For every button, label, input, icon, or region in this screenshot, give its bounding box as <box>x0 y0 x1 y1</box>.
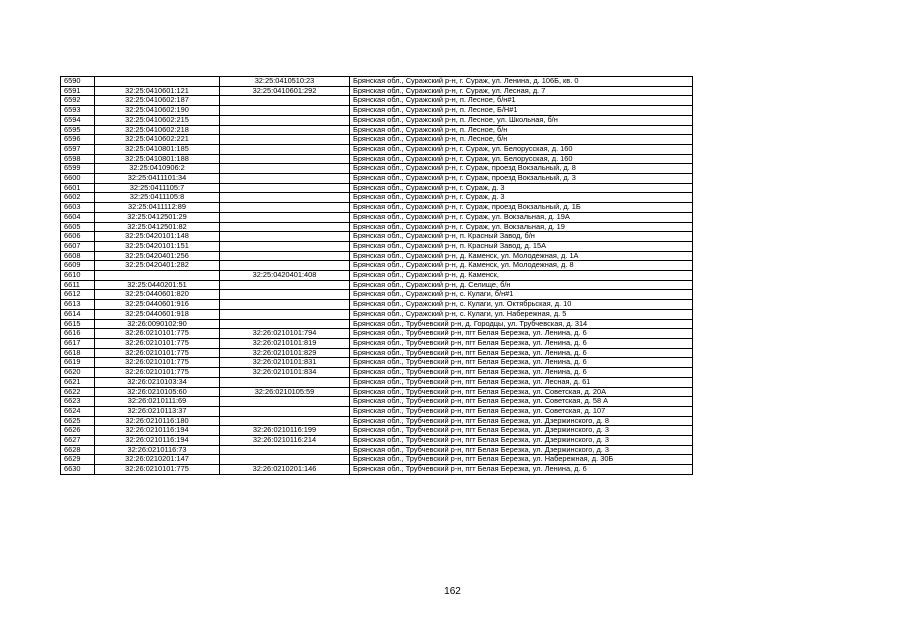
building-cadastral-cell: 32:26:0210116:73 <box>95 445 220 455</box>
row-number-cell: 6609 <box>61 261 95 271</box>
table-row <box>61 77 693 87</box>
table-row <box>61 319 693 329</box>
building-cadastral-cell: 32:25:0410801:185 <box>95 144 220 154</box>
building-cadastral-cell: 32:26:0210103:34 <box>95 377 220 387</box>
table-row <box>61 164 693 174</box>
land-cadastral-cell <box>220 445 350 455</box>
table-row <box>61 193 693 203</box>
land-cadastral-cell <box>220 319 350 329</box>
land-cadastral-cell: 32:26:0210101:819 <box>220 338 350 348</box>
row-number-cell: 6608 <box>61 251 95 261</box>
land-cadastral-cell: 32:26:0210105:59 <box>220 387 350 397</box>
land-cadastral-cell <box>220 261 350 271</box>
land-cadastral-cell <box>220 106 350 116</box>
address-cell: Брянская обл., Суражский р-н, г. Сураж, ул. Вокзальная, д. 19А <box>350 212 693 222</box>
address-cell: Брянская обл., Суражский р-н, п. Красный Завод, б/н <box>350 232 693 242</box>
row-number-cell: 6613 <box>61 300 95 310</box>
row-number-cell: 6617 <box>61 338 95 348</box>
land-cadastral-cell <box>220 377 350 387</box>
row-number-cell: 6593 <box>61 106 95 116</box>
address-cell: Брянская обл., Трубчевский р-н, пгт Белая Березка, ул. Дзержинского, д. 3 <box>350 426 693 436</box>
building-cadastral-cell: 32:26:0210116:194 <box>95 426 220 436</box>
table-row <box>61 212 693 222</box>
building-cadastral-cell: 32:25:0440601:918 <box>95 309 220 319</box>
table-row <box>61 300 693 310</box>
row-number-cell: 6623 <box>61 397 95 407</box>
building-cadastral-cell: 32:25:0410602:187 <box>95 96 220 106</box>
table-row <box>61 86 693 96</box>
page-number: 162 <box>444 586 461 597</box>
row-number-cell: 6597 <box>61 144 95 154</box>
land-cadastral-cell <box>220 203 350 213</box>
address-cell: Брянская обл., Суражский р-н, г. Сураж, ул. Лесная, д. 7 <box>350 86 693 96</box>
table-row <box>61 251 693 261</box>
table-row <box>61 125 693 135</box>
building-cadastral-cell: 32:25:0440601:916 <box>95 300 220 310</box>
land-cadastral-cell <box>220 212 350 222</box>
table-row <box>61 290 693 300</box>
row-number-cell: 6622 <box>61 387 95 397</box>
row-number-cell: 6619 <box>61 358 95 368</box>
address-cell: Брянская обл., Суражский р-н, д. Каменск, ул. Молодежная, д. 1А <box>350 251 693 261</box>
row-number-cell: 6592 <box>61 96 95 106</box>
row-number-cell: 6590 <box>61 77 95 87</box>
address-cell: Брянская обл., Суражский р-н, с. Кулаги, ул. Набережная, д. 5 <box>350 309 693 319</box>
building-cadastral-cell: 32:26:0210101:775 <box>95 338 220 348</box>
land-cadastral-cell: 32:25:0410601:292 <box>220 86 350 96</box>
land-cadastral-cell: 32:25:0410510:23 <box>220 77 350 87</box>
building-cadastral-cell: 32:26:0210113:37 <box>95 406 220 416</box>
address-cell: Брянская обл., Суражский р-н, п. Лесное, ул. Школьная, б/н <box>350 115 693 125</box>
building-cadastral-cell: 32:26:0210101:775 <box>95 465 220 475</box>
table-row <box>61 106 693 116</box>
building-cadastral-cell: 32:25:0440601:820 <box>95 290 220 300</box>
row-number-cell: 6629 <box>61 455 95 465</box>
row-number-cell: 6627 <box>61 436 95 446</box>
table-row <box>61 455 693 465</box>
row-number-cell: 6604 <box>61 212 95 222</box>
address-cell: Брянская обл., Суражский р-н, п. Красный Завод, д. 15А <box>350 241 693 251</box>
land-cadastral-cell <box>220 222 350 232</box>
row-number-cell: 6591 <box>61 86 95 96</box>
address-cell: Брянская обл., Трубчевский р-н, пгт Белая Березка, ул. Ленина, д. 6 <box>350 368 693 378</box>
land-cadastral-cell <box>220 406 350 416</box>
address-cell: Брянская обл., Трубчевский р-н, пгт Белая Березка, ул. Советская, д. 20А <box>350 387 693 397</box>
land-cadastral-cell <box>220 96 350 106</box>
land-cadastral-cell: 32:26:0210101:829 <box>220 348 350 358</box>
building-cadastral-cell: 32:25:0411105:7 <box>95 183 220 193</box>
table-row <box>61 261 693 271</box>
building-cadastral-cell: 32:25:0410601:121 <box>95 86 220 96</box>
row-number-cell: 6606 <box>61 232 95 242</box>
building-cadastral-cell: 32:25:0410602:190 <box>95 106 220 116</box>
address-cell: Брянская обл., Трубчевский р-н, пгт Белая Березка, ул. Лесная, д. 61 <box>350 377 693 387</box>
address-cell: Брянская обл., Суражский р-н, г. Сураж, проезд Вокзальный, д. 3 <box>350 174 693 184</box>
address-cell: Брянская обл., Суражский р-н, д. Каменск, ул. Молодежная, д. 8 <box>350 261 693 271</box>
table-row <box>61 309 693 319</box>
building-cadastral-cell: 32:26:0210116:180 <box>95 416 220 426</box>
address-cell: Брянская обл., Трубчевский р-н, пгт Белая Березка, ул. Советская, д. 107 <box>350 406 693 416</box>
address-cell: Брянская обл., Суражский р-н, г. Сураж, д. 3 <box>350 183 693 193</box>
row-number-cell: 6601 <box>61 183 95 193</box>
building-cadastral-cell: 32:25:0440201:51 <box>95 280 220 290</box>
row-number-cell: 6630 <box>61 465 95 475</box>
building-cadastral-cell: 32:25:0410602:218 <box>95 125 220 135</box>
land-cadastral-cell <box>220 144 350 154</box>
building-cadastral-cell: 32:26:0210105:60 <box>95 387 220 397</box>
row-number-cell: 6600 <box>61 174 95 184</box>
row-number-cell: 6602 <box>61 193 95 203</box>
table-row <box>61 271 693 281</box>
land-cadastral-cell <box>220 174 350 184</box>
table-row <box>61 445 693 455</box>
row-number-cell: 6624 <box>61 406 95 416</box>
land-cadastral-cell: 32:26:0210101:794 <box>220 329 350 339</box>
row-number-cell: 6611 <box>61 280 95 290</box>
building-cadastral-cell: 32:25:0420401:282 <box>95 261 220 271</box>
address-cell: Брянская обл., Суражский р-н, с. Кулаги, ул. Октябрьская, д. 10 <box>350 300 693 310</box>
table-row <box>61 115 693 125</box>
land-cadastral-cell: 32:26:0210101:834 <box>220 368 350 378</box>
building-cadastral-cell: 32:26:0210101:775 <box>95 348 220 358</box>
land-cadastral-cell: 32:26:0210116:214 <box>220 436 350 446</box>
address-cell: Брянская обл., Суражский р-н, п. Лесное, б/н <box>350 135 693 145</box>
building-cadastral-cell: 32:25:0410906:2 <box>95 164 220 174</box>
row-number-cell: 6605 <box>61 222 95 232</box>
address-cell: Брянская обл., Трубчевский р-н, пгт Белая Березка, ул. Дзержинского, д. 3 <box>350 436 693 446</box>
land-cadastral-cell <box>220 135 350 145</box>
land-cadastral-cell <box>220 232 350 242</box>
building-cadastral-cell <box>95 77 220 87</box>
table-row <box>61 397 693 407</box>
building-cadastral-cell: 32:25:0412501:29 <box>95 212 220 222</box>
land-cadastral-cell <box>220 251 350 261</box>
building-cadastral-cell: 32:25:0420101:151 <box>95 241 220 251</box>
table-row <box>61 368 693 378</box>
address-cell: Брянская обл., Трубчевский р-н, пгт Белая Березка, ул. Дзержинского, д. 3 <box>350 445 693 455</box>
table-row <box>61 358 693 368</box>
address-cell: Брянская обл., Суражский р-н, п. Лесное, б/н#1 <box>350 96 693 106</box>
table-row <box>61 174 693 184</box>
table-row <box>61 135 693 145</box>
address-cell: Брянская обл., Суражский р-н, г. Сураж, ул. Белорусская, д. 160 <box>350 144 693 154</box>
land-cadastral-cell <box>220 154 350 164</box>
table-row <box>61 241 693 251</box>
land-cadastral-cell <box>220 280 350 290</box>
address-cell: Брянская обл., Трубчевский р-н, пгт Белая Березка, ул. Ленина, д. 6 <box>350 358 693 368</box>
row-number-cell: 6618 <box>61 348 95 358</box>
building-cadastral-cell: 32:26:0090102:90 <box>95 319 220 329</box>
table-row <box>61 154 693 164</box>
land-cadastral-cell <box>220 309 350 319</box>
land-cadastral-cell <box>220 164 350 174</box>
land-cadastral-cell: 32:25:0420401:408 <box>220 271 350 281</box>
address-cell: Брянская обл., Трубчевский р-н, д. Городцы, ул. Трубчевская, д. 314 <box>350 319 693 329</box>
address-cell: Брянская обл., Суражский р-н, д. Каменск, <box>350 271 693 281</box>
land-cadastral-cell <box>220 416 350 426</box>
building-cadastral-cell: 32:25:0411101:34 <box>95 174 220 184</box>
table-row <box>61 232 693 242</box>
table-row <box>61 144 693 154</box>
table-row <box>61 416 693 426</box>
land-cadastral-cell <box>220 193 350 203</box>
land-cadastral-cell <box>220 397 350 407</box>
building-cadastral-cell: 32:25:0411105:8 <box>95 193 220 203</box>
row-number-cell: 6607 <box>61 241 95 251</box>
table-row <box>61 387 693 397</box>
table-row <box>61 280 693 290</box>
row-number-cell: 6594 <box>61 115 95 125</box>
building-cadastral-cell: 32:25:0412501:82 <box>95 222 220 232</box>
land-cadastral-cell <box>220 300 350 310</box>
row-number-cell: 6621 <box>61 377 95 387</box>
address-cell: Брянская обл., Суражский р-н, г. Сураж, д. 3 <box>350 193 693 203</box>
building-cadastral-cell: 32:25:0420401:256 <box>95 251 220 261</box>
address-cell: Брянская обл., Суражский р-н, п. Лесное, Б/Н#1 <box>350 106 693 116</box>
land-cadastral-cell <box>220 183 350 193</box>
land-cadastral-cell: 32:26:0210116:199 <box>220 426 350 436</box>
row-number-cell: 6626 <box>61 426 95 436</box>
address-cell: Брянская обл., Трубчевский р-н, пгт Белая Березка, ул. Ленина, д. 6 <box>350 348 693 358</box>
address-cell: Брянская обл., Суражский р-н, с. Кулаги, б/н#1 <box>350 290 693 300</box>
building-cadastral-cell: 32:26:0210101:775 <box>95 368 220 378</box>
address-cell: Брянская обл., Трубчевский р-н, пгт Белая Березка, ул. Советская, д. 58 А <box>350 397 693 407</box>
address-cell: Брянская обл., Трубчевский р-н, пгт Белая Березка, ул. Набережная, д. 30Б <box>350 455 693 465</box>
address-cell: Брянская обл., Суражский р-н, г. Сураж, ул. Белорусская, д. 160 <box>350 154 693 164</box>
land-cadastral-cell: 32:26:0210201:146 <box>220 465 350 475</box>
address-cell: Брянская обл., Трубчевский р-н, пгт Белая Березка, ул. Ленина, д. 6 <box>350 329 693 339</box>
row-number-cell: 6628 <box>61 445 95 455</box>
address-cell: Брянская обл., Трубчевский р-н, пгт Белая Березка, ул. Ленина, д. 6 <box>350 465 693 475</box>
table-row <box>61 203 693 213</box>
building-cadastral-cell: 32:25:0410801:188 <box>95 154 220 164</box>
building-cadastral-cell: 32:25:0410602:221 <box>95 135 220 145</box>
table-row <box>61 436 693 446</box>
row-number-cell: 6599 <box>61 164 95 174</box>
building-cadastral-cell <box>95 271 220 281</box>
row-number-cell: 6596 <box>61 135 95 145</box>
address-cell: Брянская обл., Суражский р-н, д. Селище, б/н <box>350 280 693 290</box>
address-cell: Брянская обл., Суражский р-н, п. Лесное, б/н <box>350 125 693 135</box>
registry-table-body <box>61 77 693 475</box>
land-cadastral-cell <box>220 115 350 125</box>
table-row <box>61 222 693 232</box>
building-cadastral-cell: 32:26:0210101:775 <box>95 329 220 339</box>
row-number-cell: 6598 <box>61 154 95 164</box>
land-cadastral-cell <box>220 241 350 251</box>
table-row <box>61 406 693 416</box>
table-row <box>61 377 693 387</box>
row-number-cell: 6610 <box>61 271 95 281</box>
row-number-cell: 6612 <box>61 290 95 300</box>
land-cadastral-cell <box>220 125 350 135</box>
building-cadastral-cell: 32:25:0420101:148 <box>95 232 220 242</box>
row-number-cell: 6614 <box>61 309 95 319</box>
address-cell: Брянская обл., Трубчевский р-н, пгт Белая Березка, ул. Дзержинского, д. 8 <box>350 416 693 426</box>
registry-table <box>60 76 693 475</box>
table-row <box>61 96 693 106</box>
building-cadastral-cell: 32:26:0210116:194 <box>95 436 220 446</box>
row-number-cell: 6620 <box>61 368 95 378</box>
table-row <box>61 348 693 358</box>
table-row <box>61 426 693 436</box>
row-number-cell: 6595 <box>61 125 95 135</box>
row-number-cell: 6616 <box>61 329 95 339</box>
building-cadastral-cell: 32:26:0210111:69 <box>95 397 220 407</box>
land-cadastral-cell: 32:26:0210101:831 <box>220 358 350 368</box>
row-number-cell: 6625 <box>61 416 95 426</box>
building-cadastral-cell: 32:26:0210201:147 <box>95 455 220 465</box>
building-cadastral-cell: 32:26:0210101:775 <box>95 358 220 368</box>
address-cell: Брянская обл., Суражский р-н, г. Сураж, проезд Вокзальный, д. 1Б <box>350 203 693 213</box>
building-cadastral-cell: 32:25:0411112:89 <box>95 203 220 213</box>
address-cell: Брянская обл., Трубчевский р-н, пгт Белая Березка, ул. Ленина, д. 6 <box>350 338 693 348</box>
land-cadastral-cell <box>220 290 350 300</box>
table-row <box>61 183 693 193</box>
building-cadastral-cell: 32:25:0410602:215 <box>95 115 220 125</box>
land-cadastral-cell <box>220 455 350 465</box>
address-cell: Брянская обл., Суражский р-н, г. Сураж, проезд Вокзальный, д. 8 <box>350 164 693 174</box>
row-number-cell: 6603 <box>61 203 95 213</box>
table-row <box>61 329 693 339</box>
table-row <box>61 465 693 475</box>
row-number-cell: 6615 <box>61 319 95 329</box>
address-cell: Брянская обл., Суражский р-н, г. Сураж, ул. Вокзальная, д. 19 <box>350 222 693 232</box>
table-row <box>61 338 693 348</box>
address-cell: Брянская обл., Суражский р-н, г. Сураж, ул. Ленина, д. 106Б, кв. 0 <box>350 77 693 87</box>
